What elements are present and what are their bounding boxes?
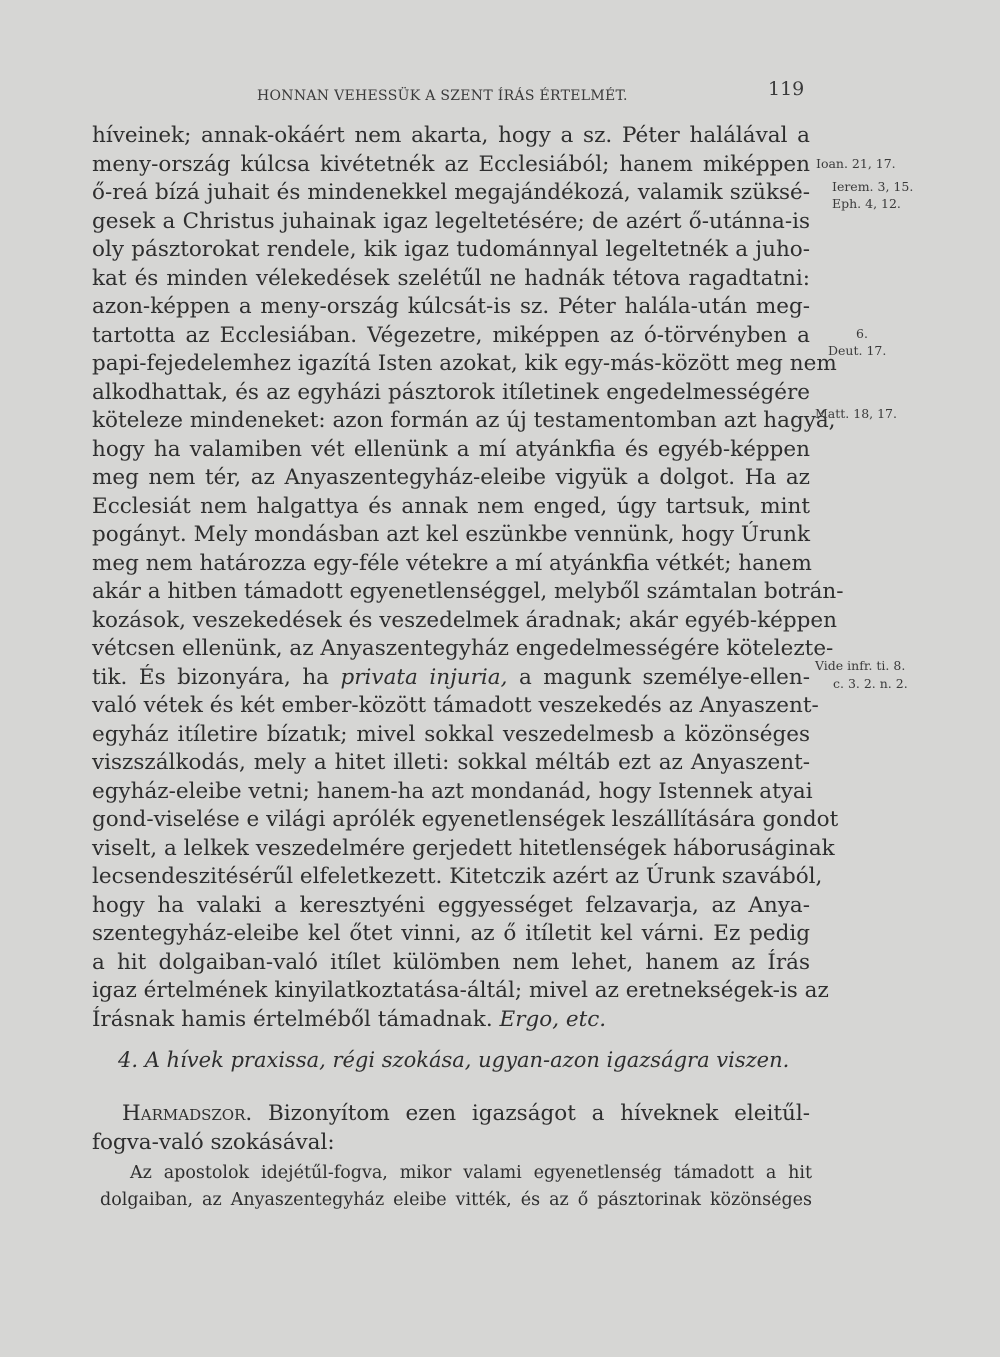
text-line: meny-ország kúlcsa kivétetnék az Ecclesiából; hanem miképpen xyxy=(92,151,810,177)
text-line: pogányt. Mely mondásban azt kel eszünkbe vennünk, hogy Úrunk xyxy=(92,522,811,547)
running-head: HONNAN VEHESSÜK A SZENT ÍRÁS ÉRTELMÉT. xyxy=(257,88,628,104)
text-segment: tik. És bizonyára, ha xyxy=(92,664,341,690)
text-line: való vétek és két ember-között támadott veszekedés az Anyaszent- xyxy=(92,693,819,718)
italic-phrase: Ergo, etc. xyxy=(499,1006,607,1032)
text-line: vétcsen ellenünk, az Anyaszentegyház engedelmességére kötelezte- xyxy=(92,636,834,661)
text-line: tartotta az Ecclesiában. Végezetre, miképpen az ó-törvényben a xyxy=(92,322,810,348)
page-number: 119 xyxy=(768,78,805,100)
text-line-with-italic xyxy=(92,664,810,693)
text-line: lecsendeszitésérűl elfeletkezett. Kitetczik azért az Úrunk szavából, xyxy=(92,864,823,889)
text-line: ő-reá bízá juhait és mindenekkel megajándékozá, valamik szüksé- xyxy=(92,180,810,205)
text-line: Az apostolok idejétűl-fogva, mikor valami egyenetlenség támadott a hit xyxy=(130,1163,812,1183)
margin-note: c. 3. 2. n. 2. xyxy=(833,676,908,691)
text-line: igaz értelmének kinyilatkoztatása-áltál; mivel az eretnekségek-is az xyxy=(92,978,829,1003)
text-line: híveinek; annak-okáért nem akarta, hogy a sz. Péter halálával a xyxy=(92,123,810,148)
section-heading: 4. A hívek praxissa, régi szokása, ugyan-azon igazságra viszen. xyxy=(118,1048,790,1072)
text-line: meg nem határozza egy-féle vétekre a mí atyánkfia vétkét; hanem xyxy=(92,550,812,576)
text-line: fogva-való szokásával: xyxy=(92,1129,335,1155)
text-line: hogy ha valamiben vét ellenünk a mí atyánkfia és egyéb-képpen xyxy=(92,436,810,462)
italic-phrase: privata injuria, xyxy=(340,664,508,690)
text-line: meg nem tér, az Anyaszentegyház-eleibe vigyük a dolgot. Ha az xyxy=(92,465,810,490)
text-line: szentegyház-eleibe kel őtet vinni, az ő itíletit kel várni. Ez pedig xyxy=(92,921,810,946)
text-line: papi-fejedelemhez igazítá Isten azokat, kik egy-más-között meg nem xyxy=(92,351,837,376)
text-line: kozások, veszekedések és veszedelmek áradnak; akár egyéb-képpen xyxy=(92,607,837,633)
text-line xyxy=(92,1100,810,1129)
margin-note: Eph. 4, 12. xyxy=(832,196,901,211)
text-line: viselt, a lelkek veszedelmére gerjedett hitetlenségek háboruságinak xyxy=(92,835,835,861)
text-segment: Bizonyítom ezen igazságot a híveknek eleitűl- xyxy=(252,1101,810,1126)
main-paragraph xyxy=(92,122,844,1034)
text-line: gond-viselése e világi aprólék egyenetlenségek leszállítására gondot xyxy=(92,807,839,832)
text-line: alkodhattak, és az egyházi pásztorok itíletinek engedelmességére xyxy=(92,379,810,405)
text-segment: a magunk személye-ellen- xyxy=(507,664,811,690)
text-line: egyház-eleibe vetni; hanem-ha azt mondanád, hogy Istennek atyai xyxy=(92,778,813,804)
margin-note: Deut. 17. xyxy=(828,343,887,358)
margin-note: Ioan. 21, 17. xyxy=(816,156,896,171)
margin-note: Vide infr. ti. 8. xyxy=(815,658,906,673)
text-line: a hit dolgaiban-való itílet külömben nem lehet, hanem az Írás xyxy=(92,949,810,975)
text-line: Ecclesiát nem halgattya és annak nem enged, úgy tartsuk, mint xyxy=(92,493,810,519)
margin-note: Ierem. 3, 15. xyxy=(832,179,914,194)
text-line: oly pásztorokat rendele, kik igaz tudománnyal legeltetnék a juho- xyxy=(92,237,810,262)
text-line: gesek a Christus juhainak igaz legeltetésére; de azért ő-utánna-is xyxy=(92,208,810,234)
lead-word: Harmadszor. xyxy=(122,1101,253,1126)
text-line: hogy ha valaki a keresztyéni eggyességet felzavarja, az Anya- xyxy=(92,892,810,918)
text-line: akár a hitben támadott egyenetlenséggel, melyből számtalan botrán- xyxy=(92,579,844,604)
text-line-with-italic xyxy=(92,1006,810,1035)
text-line: viszszálkodás, mely a hitet illeti: sokkal méltáb ezt az Anyaszent- xyxy=(92,750,810,775)
paragraph-two xyxy=(92,1100,810,1157)
text-line: dolgaiban, az Anyaszentegyház eleibe vitték, és az ő pásztorinak közönséges xyxy=(100,1190,812,1210)
text-line: azon-képpen a meny-ország kúlcsát-is sz. Péter halála-után meg- xyxy=(92,294,810,319)
text-line: egyház itíletire bízatık; mivel sokkal veszedelmesb a közönséges xyxy=(92,721,810,747)
text-line: kat és minden vélekedések szelétűl ne hadnák tétova ragadtatni: xyxy=(92,265,810,291)
margin-note: 6. xyxy=(856,326,868,341)
text-line: köteleze mindeneket: azon formán az új testamentomban azt hagyá, xyxy=(92,408,836,433)
small-print-paragraph xyxy=(100,1160,812,1214)
margin-note: Matt. 18, 17. xyxy=(815,406,897,421)
text-segment: Írásnak hamis értelméből támadnak. xyxy=(92,1006,500,1032)
